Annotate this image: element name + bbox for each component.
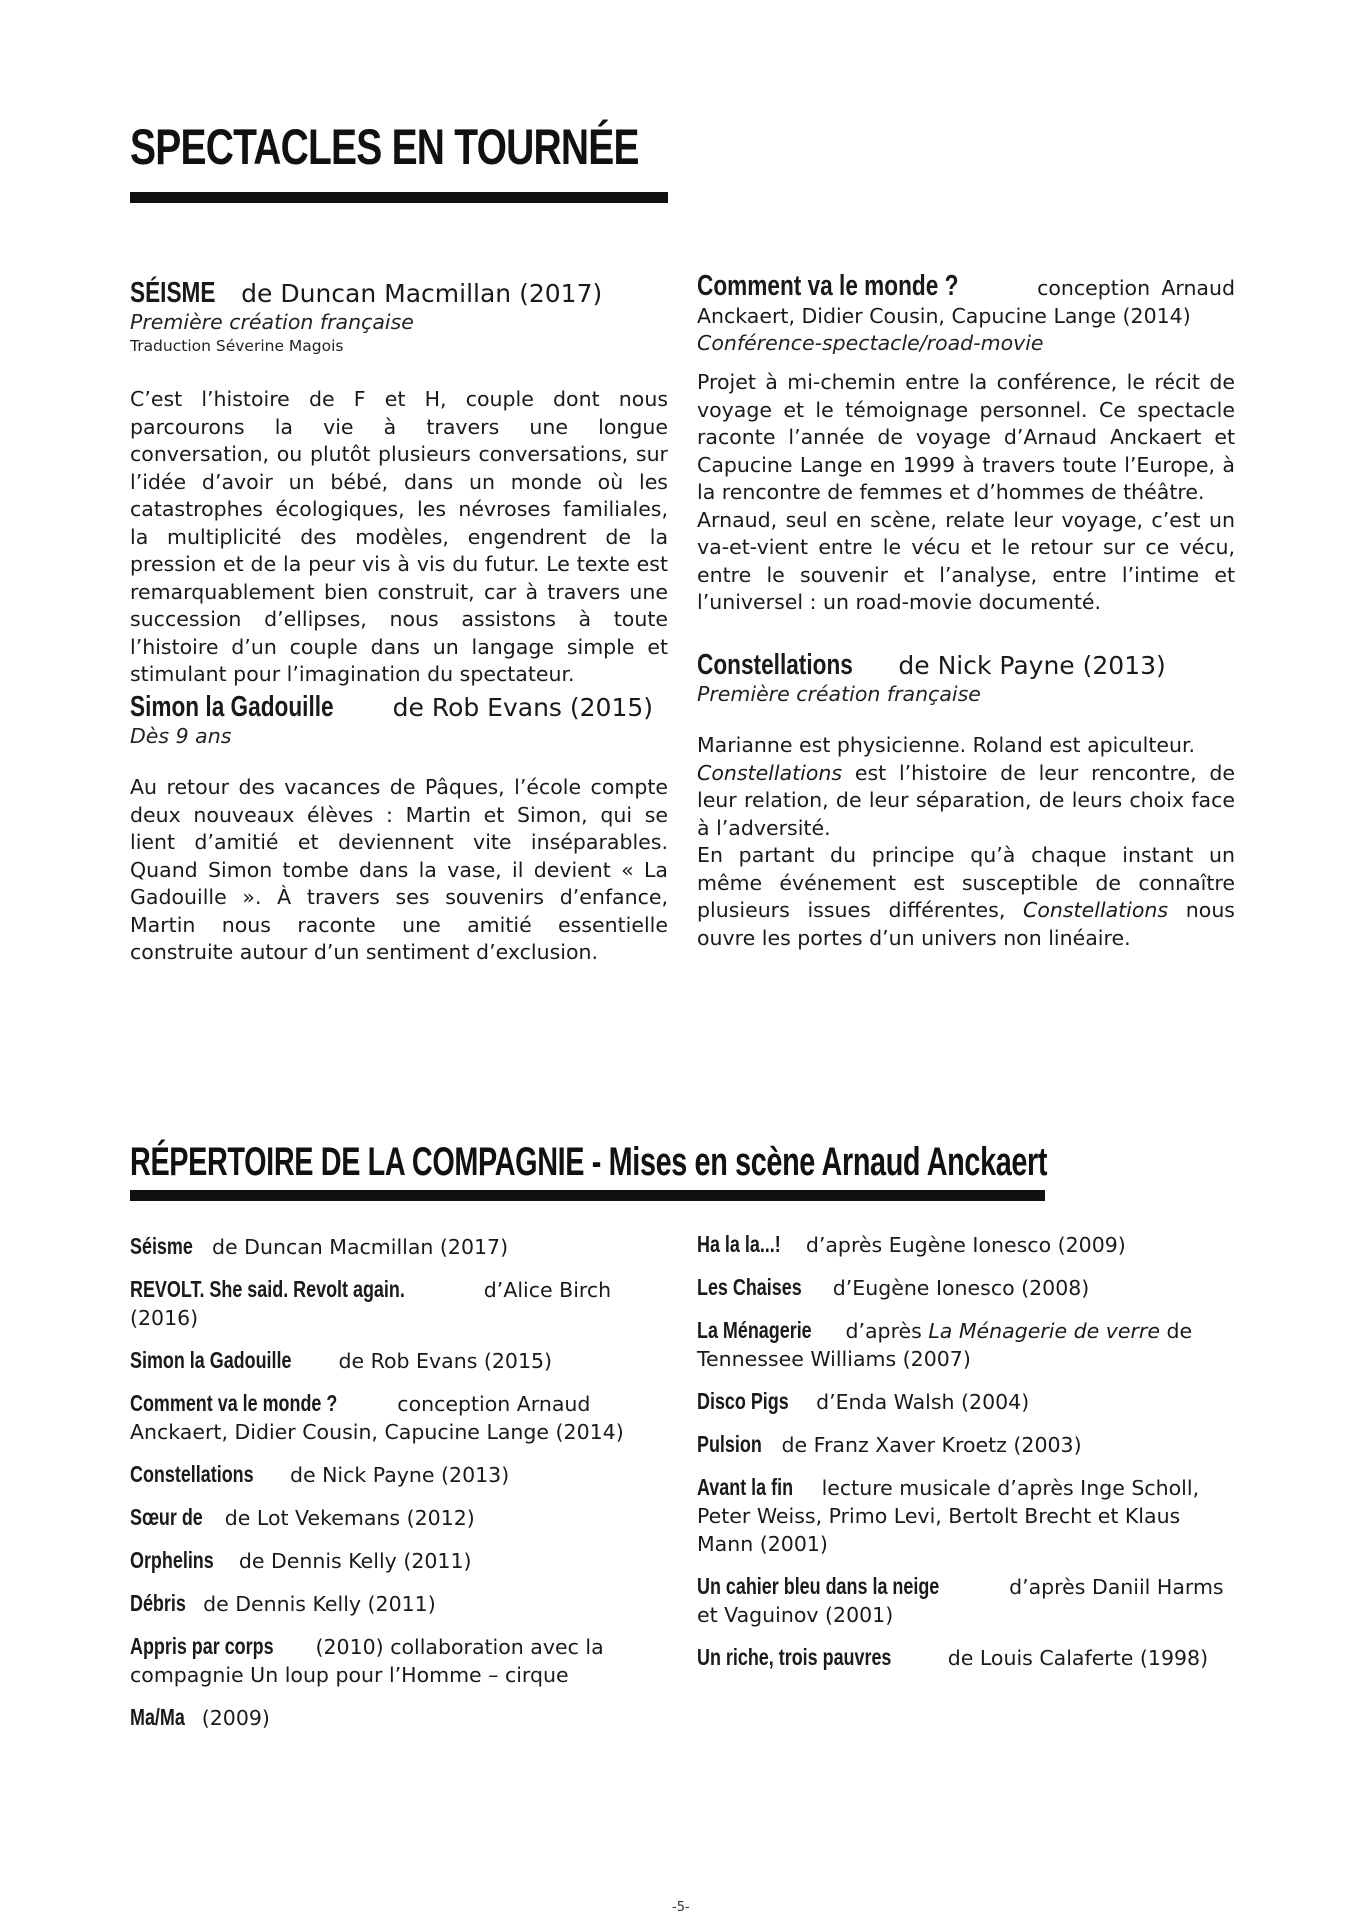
repertoire-item-detail: lecture musicale d’après Inge Scholl, Peter Weiss, Primo Levi, Bertolt Brecht et Klaus Mann (2001) (697, 1476, 1200, 1556)
page-number: -5- (672, 1900, 690, 1915)
repertoire-item-detail: de Rob Evans (2015) (332, 1349, 553, 1373)
repertoire-item-detail: (2010) collaboration avec la compagnie Un loup pour l’Homme – cirque (130, 1635, 604, 1687)
repertoire-item-detail: de Franz Xaver Kroetz (2003) (775, 1433, 1082, 1457)
repertoire-item-title: La Ménagerie (697, 1317, 812, 1343)
repertoire-title: RÉPERTOIRE DE LA COMPAGNIE (130, 1140, 585, 1184)
repertoire-item (697, 1643, 1235, 1672)
repertoire-item (130, 1703, 668, 1732)
show-comment (697, 272, 1235, 617)
show-translation: Traduction Séverine Magois (130, 337, 344, 355)
repertoire-item-title: Pulsion (697, 1431, 762, 1457)
show-subtitle: Première création française (697, 682, 981, 706)
show-title: Simon la Gadouille (130, 691, 334, 723)
show-title: Constellations (697, 649, 853, 681)
repertoire-item-title: Les Chaises (697, 1274, 802, 1300)
show-description-2 (697, 760, 1235, 843)
show-author: de Duncan Macmillan (2017) (233, 279, 603, 308)
repertoire-item (130, 1589, 668, 1618)
show-description: Projet à mi-chemin entre la conférence, le récit de voyage et le témoignage personnel. Ce spectacle raconte l’année de voyage d’Arnaud Anckaert et Capucine Lange en 1999 à travers toute l’Europe, à la rencontre de femmes et d’hommes de théâtre. (697, 370, 1235, 504)
repertoire-item-detail: de Louis Calaferte (1998) (941, 1646, 1209, 1670)
repertoire-item-title: Débris (130, 1590, 186, 1616)
repertoire-item (697, 1387, 1235, 1416)
repertoire-item (130, 1275, 668, 1332)
repertoire-item-title: Disco Pigs (697, 1388, 789, 1414)
repertoire-item (697, 1572, 1235, 1629)
show-description-2: Arnaud, seul en scène, relate leur voyage, c’est un va-et-vient entre le vécu et le retour sur ce vécu, entre le souvenir et l’analyse, entre l’intime et l’universel : un road-movie documenté. (697, 507, 1235, 614)
show-subtitle: Première création française (130, 310, 414, 334)
repertoire-underline (130, 1190, 1045, 1201)
repertoire-left-list (130, 1232, 668, 1746)
repertoire-item-title: Appris par corps (130, 1633, 274, 1659)
repertoire-item (697, 1473, 1235, 1558)
show-description: Au retour des vacances de Pâques, l’école compte deux nouveaux élèves : Martin et Simon, qui se lient d’amitié et deviennent vite inséparables. Quand Simon tombe dans la vase, il devient « La Gadouille ». À travers ses souvenirs d’enfance, Martin nous raconte une amitié essentielle construite autour d’un sentiment d’exclusion. (130, 775, 668, 964)
show-description (697, 732, 1235, 760)
show-seisme (130, 278, 668, 689)
repertoire-item (697, 1316, 1235, 1373)
title-underline (130, 192, 668, 203)
repertoire-item (130, 1632, 668, 1689)
repertoire-right-list (697, 1230, 1235, 1686)
repertoire-item (697, 1430, 1235, 1459)
repertoire-item-title: Simon la Gadouille (130, 1347, 292, 1373)
show-heading (697, 272, 1235, 330)
show-simon (130, 692, 668, 967)
show-description-3 (697, 842, 1235, 952)
repertoire-item-title: Ma/Ma (130, 1704, 185, 1730)
repertoire-item-detail: de Dennis Kelly (2011) (196, 1592, 436, 1616)
show-heading (697, 650, 1235, 681)
repertoire-item (130, 1346, 668, 1375)
repertoire-item-title: Ha la la...! (697, 1231, 781, 1257)
section-title-repertoire (130, 1140, 1047, 1185)
repertoire-item (697, 1230, 1235, 1259)
repertoire-item-detail: de Lot Vekemans (2012) (218, 1506, 475, 1530)
repertoire-item (130, 1389, 668, 1446)
repertoire-item-detail: conception Arnaud Anckaert, Didier Cousin, Capucine Lange (2014) (130, 1392, 624, 1444)
show-description: C’est l’histoire de F et H, couple dont nous parcourons la vie à travers une longue conversation, ou plutôt plusieurs conversations, sur l’idée d’avoir un bébé, dans un monde où les catastrophes écologiques, les névroses familiales, la multiplicité des modèles, engendrent de la pression et de la peur vis à vis du futur. Le texte est remarquablement bien construit, car à travers une succession d’ellipses, nous assistons à toute l’histoire d’un couple dans un langage simple et stimulant pour l’imagination du spectateur. (130, 387, 668, 686)
show-constellations (697, 650, 1235, 952)
repertoire-item-detail: d’après Eugène Ionesco (2009) (799, 1233, 1126, 1257)
repertoire-item (130, 1460, 668, 1489)
show-subtitle: Conférence-spectacle/road-movie (697, 331, 1044, 355)
repertoire-item-title: Un riche, trois pauvres (697, 1644, 892, 1670)
para-text: En partant du principe qu’à chaque instant un même événement est susceptible de connaître plusieurs issues différentes, (697, 843, 1235, 922)
repertoire-item-title: REVOLT. She said. Revolt again. (130, 1276, 405, 1302)
repertoire-item-title: Avant la fin (697, 1474, 794, 1500)
repertoire-item-detail: d’Eugène Ionesco (2008) (826, 1276, 1090, 1300)
repertoire-item-detail: de Tennessee Williams (2007) (697, 1319, 1193, 1371)
para-text: nous ouvre les portes d’un univers non linéaire. (697, 898, 1235, 950)
show-author: de Nick Payne (2013) (890, 651, 1166, 680)
show-heading (130, 278, 668, 309)
italic-title: Constellations (697, 760, 843, 785)
repertoire-item (130, 1503, 668, 1532)
repertoire-item-italic: La Ménagerie de verre (928, 1319, 1160, 1343)
repertoire-item (130, 1546, 668, 1575)
italic-title: Constellations (1023, 898, 1169, 922)
show-title: Comment va le monde ? (697, 270, 959, 302)
show-heading (130, 692, 668, 723)
repertoire-item (697, 1273, 1235, 1302)
repertoire-item (130, 1232, 668, 1261)
repertoire-item-detail: de Duncan Macmillan (2017) (205, 1235, 509, 1259)
repertoire-item-detail: de Dennis Kelly (2011) (232, 1549, 472, 1573)
repertoire-item-detail: (2009) (195, 1706, 270, 1730)
repertoire-item-title: Sœur de (130, 1504, 203, 1530)
repertoire-item-detail: d’après (838, 1319, 929, 1343)
repertoire-item-title: Comment va le monde ? (130, 1390, 338, 1416)
repertoire-item-title: Constellations (130, 1461, 254, 1487)
show-title: SÉISME (130, 277, 216, 309)
repertoire-item-title: Séisme (130, 1233, 193, 1259)
repertoire-item-detail: d’Alice Birch (2016) (130, 1278, 612, 1330)
show-author: conception Arnaud Anckaert, Didier Cousin, Capucine Lange (2014) (697, 276, 1235, 328)
para-text: est l’histoire de leur rencontre, de leur relation, de leur séparation, de leurs choix face à l’adversité. (697, 760, 1235, 840)
repertoire-item-detail: d’après Daniil Harms et Vaguinov (2001) (697, 1575, 1224, 1627)
para-text: Marianne est physicienne. Roland est apiculteur. (697, 733, 1196, 757)
repertoire-item-title: Orphelins (130, 1547, 214, 1573)
repertoire-subtitle: - Mises en scène Arnaud Anckaert (584, 1140, 1048, 1184)
section-title-tour: SPECTACLES EN TOURNÉE (130, 119, 639, 175)
show-subtitle: Dès 9 ans (130, 724, 232, 748)
repertoire-item-title: Un cahier bleu dans la neige (697, 1573, 940, 1599)
show-author: de Rob Evans (2015) (384, 693, 654, 722)
repertoire-item-detail: d’Enda Walsh (2004) (809, 1390, 1030, 1414)
repertoire-item-detail: de Nick Payne (2013) (283, 1463, 510, 1487)
